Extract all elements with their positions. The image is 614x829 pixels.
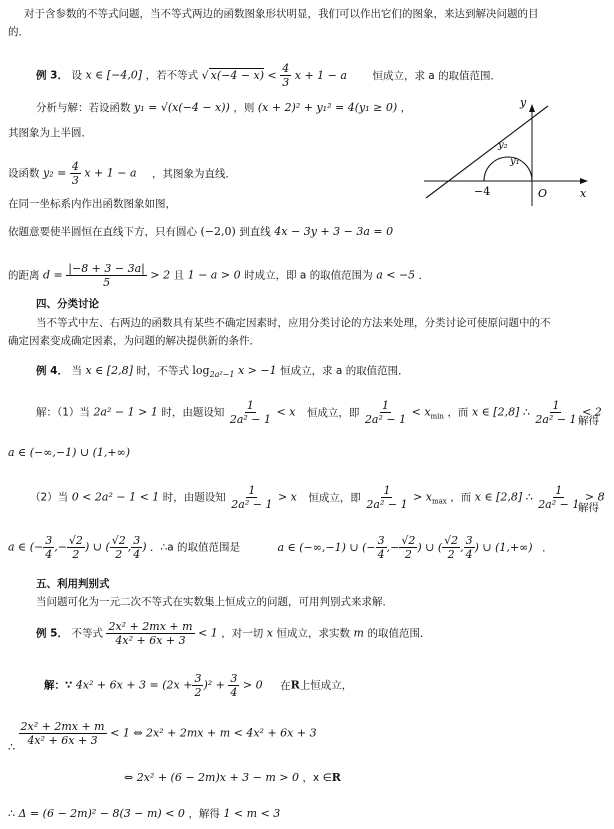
intro-line-1: 对于含参数的不等式问题，当不等式两边的函数图象形状明显，我们可以作出它们的图象，来达到解决问题的目 bbox=[24, 8, 539, 20]
intro-line-2: 的． bbox=[8, 26, 29, 38]
x-axis-arrow bbox=[580, 178, 588, 184]
origin-label: O bbox=[538, 187, 548, 200]
solution-5-line-4: ∴ Δ = (6 − 2m)² − 8(3 − m) < 0 ，解得 1 < m < 3 bbox=[8, 807, 281, 820]
circle-equation: (x + 2)² + y₁² = 4(y₁ ≥ 0) bbox=[257, 101, 398, 114]
distance-line: 的距离 d = $\frac{|-8 + 3 - 3a|}{5}$ > 2 且 1 − a > 0 时成立，即 a 的取值范围为 a < −5 ． bbox=[8, 262, 430, 289]
example-3-inequality: √ x(−4 − x) < $\frac{4}{3}$ x + 1 − a bbox=[201, 62, 347, 89]
solution-5-line-2: ∴ $\frac{\text{2x² + 2mx + m}}{\text{4x² + 6x + 3}}$ < 1 ⇔ 2x² + 2mx + m < 4x² + 6x + 3 bbox=[8, 720, 317, 754]
example-5-label: 例 5． bbox=[36, 627, 68, 640]
semicircle-y1 bbox=[484, 157, 532, 181]
example-4-statement: 例 4． 当 x ∈ [2,8] 时，不等式 $\log_{2a^2-1} x > -1$ 恒成立，求 a 的取值范围． bbox=[36, 364, 409, 380]
semicircle-line-figure bbox=[420, 96, 600, 208]
solution-5-line-1: 解：∵ 4x² + 6x + 3 = (2x + $\frac{3}{2}$ )² + $\frac{3}{4}$ > 0 在R上恒成立， bbox=[44, 672, 353, 699]
condition-line: 依题意要使半圆恒在直线下方，只有圆心 (−2,0) 到直线 4x − 3y + 3 − 3a = 0 bbox=[8, 225, 394, 238]
example-3-statement: 例 3． 设 x ∈ [−4,0] ，若不等式 √ x(−4 − x) < $\frac{4}{3}$ x + 1 − a 恒成立，求 a 的取值范围． bbox=[36, 62, 502, 89]
y1-definition: y₁ = √(x(−4 − x)) bbox=[134, 101, 230, 114]
section-5-title: 五、利用判别式 bbox=[36, 578, 110, 590]
y2-label: y₂ bbox=[498, 140, 508, 151]
solution-case-1-result: a ∈ (−∞,−1) ∪ (1,+∞) bbox=[8, 446, 131, 459]
analysis-line: 分析与解：若设函数 y₁ = √(x(−4 − x)) ，则 (x + 2)² + y₁² = 4(y₁ ≥ 0) ， bbox=[36, 101, 412, 114]
solution-5-line-3: ⇔ 2x² + (6 − 2m)x + 3 − m > 0 ，x ∈R bbox=[124, 771, 341, 784]
y-axis-arrow bbox=[529, 104, 535, 112]
solve-label-2: 解得 bbox=[578, 502, 599, 514]
line-equation: 4x − 3y + 3 − 3a = 0 bbox=[274, 225, 394, 238]
semicircle-note: 其图象为上半圆． bbox=[8, 127, 92, 139]
example-3-answer: a < −5 bbox=[376, 268, 416, 282]
section-4-line-2: 确定因素变成确定因素，为问题的解决提供新的条件． bbox=[8, 335, 260, 347]
tick-label-neg4: −4 bbox=[474, 185, 491, 198]
solution-case-2: （2）当 0 < 2a² − 1 < 1 时，由题设知 $\frac{1}{\text{2a² − 1}}$ > x 恒成立，即 $\frac{1}{\text{2a² − 1}}$ > $x_{max}$ ，而 x ∈ [2,8] ∴ $\frac{1}{\text{2a² − 1}}$ > 8 bbox=[30, 484, 605, 511]
example-5-statement: 例 5． 不等式 $\frac{\text{2x² + 2mx + m}}{\text{4x² + 6x + 3}}$ < 1 ，对一切 x 恒成立，求实数 m 的取值范围． bbox=[36, 620, 431, 647]
example-5-answer: 1 < m < 3 bbox=[223, 807, 281, 820]
x-axis-label: x bbox=[580, 187, 587, 200]
section-4-title: 四、分类讨论 bbox=[36, 298, 99, 310]
example-4-final-answer: a ∈ (−∞,−1) ∪ (− $\frac{3}{4}$ ,− $\frac{√2}{2}$ ) ∪ ( $\frac{√2}{2}$ , $\frac{3}{4}$ ) ∪ (1,+∞) bbox=[277, 534, 533, 561]
example-3-label: 例 3． bbox=[36, 69, 68, 82]
solution-case-1: 解：（1）当 2a² − 1 > 1 时，由题设知 $\frac{1}{\text{2a² − 1}}$ < x 恒成立，即 $\frac{1}{\text{2a² − 1}}$ < $x_{min}$ ，而 x ∈ [2,8] ∴ $\frac{1}{\text{2a² − 1}}$ < 2 bbox=[36, 399, 602, 426]
solve-label-1: 解得 bbox=[578, 415, 599, 427]
example-3-condition: x ∈ [−4,0] bbox=[85, 68, 143, 82]
y1-label: y₁ bbox=[510, 156, 520, 167]
same-axes-note: 在同一坐标系内作出函数图象如图， bbox=[8, 198, 176, 210]
example-4-label: 例 4． bbox=[36, 365, 68, 377]
section-5-line-1: 当问题可化为一元二次不等式在实数集上恒成立的问题，可用判别式来求解． bbox=[36, 596, 393, 608]
solution-case-2-result: a ∈ (− $\frac{3}{4}$ ,− $\frac{√2}{2}$ ) ∪ ( $\frac{√2}{2}$ , $\frac{3}{4}$ ) ．∴a 的取值范围是 a ∈ (−∞,−1) ∪ (− $\frac{3}{4}$ ,− $\frac{√2}{2}$ ) ∪ ( $\frac{√2}{2}$ , $\frac{3}{4}$ ) ∪ (1,+∞) ． bbox=[8, 534, 553, 561]
y2-definition-line: 设函数 y₂ = $\frac{4}{3}$ x + 1 − a ，其图象为直线． bbox=[8, 160, 237, 187]
y-axis-label: y bbox=[520, 96, 527, 109]
section-4-line-1: 当不等式中左、右两边的函数具有某些不确定因素时，应用分类讨论的方法来处理，分类讨论可使原问题中的不 bbox=[36, 317, 551, 329]
